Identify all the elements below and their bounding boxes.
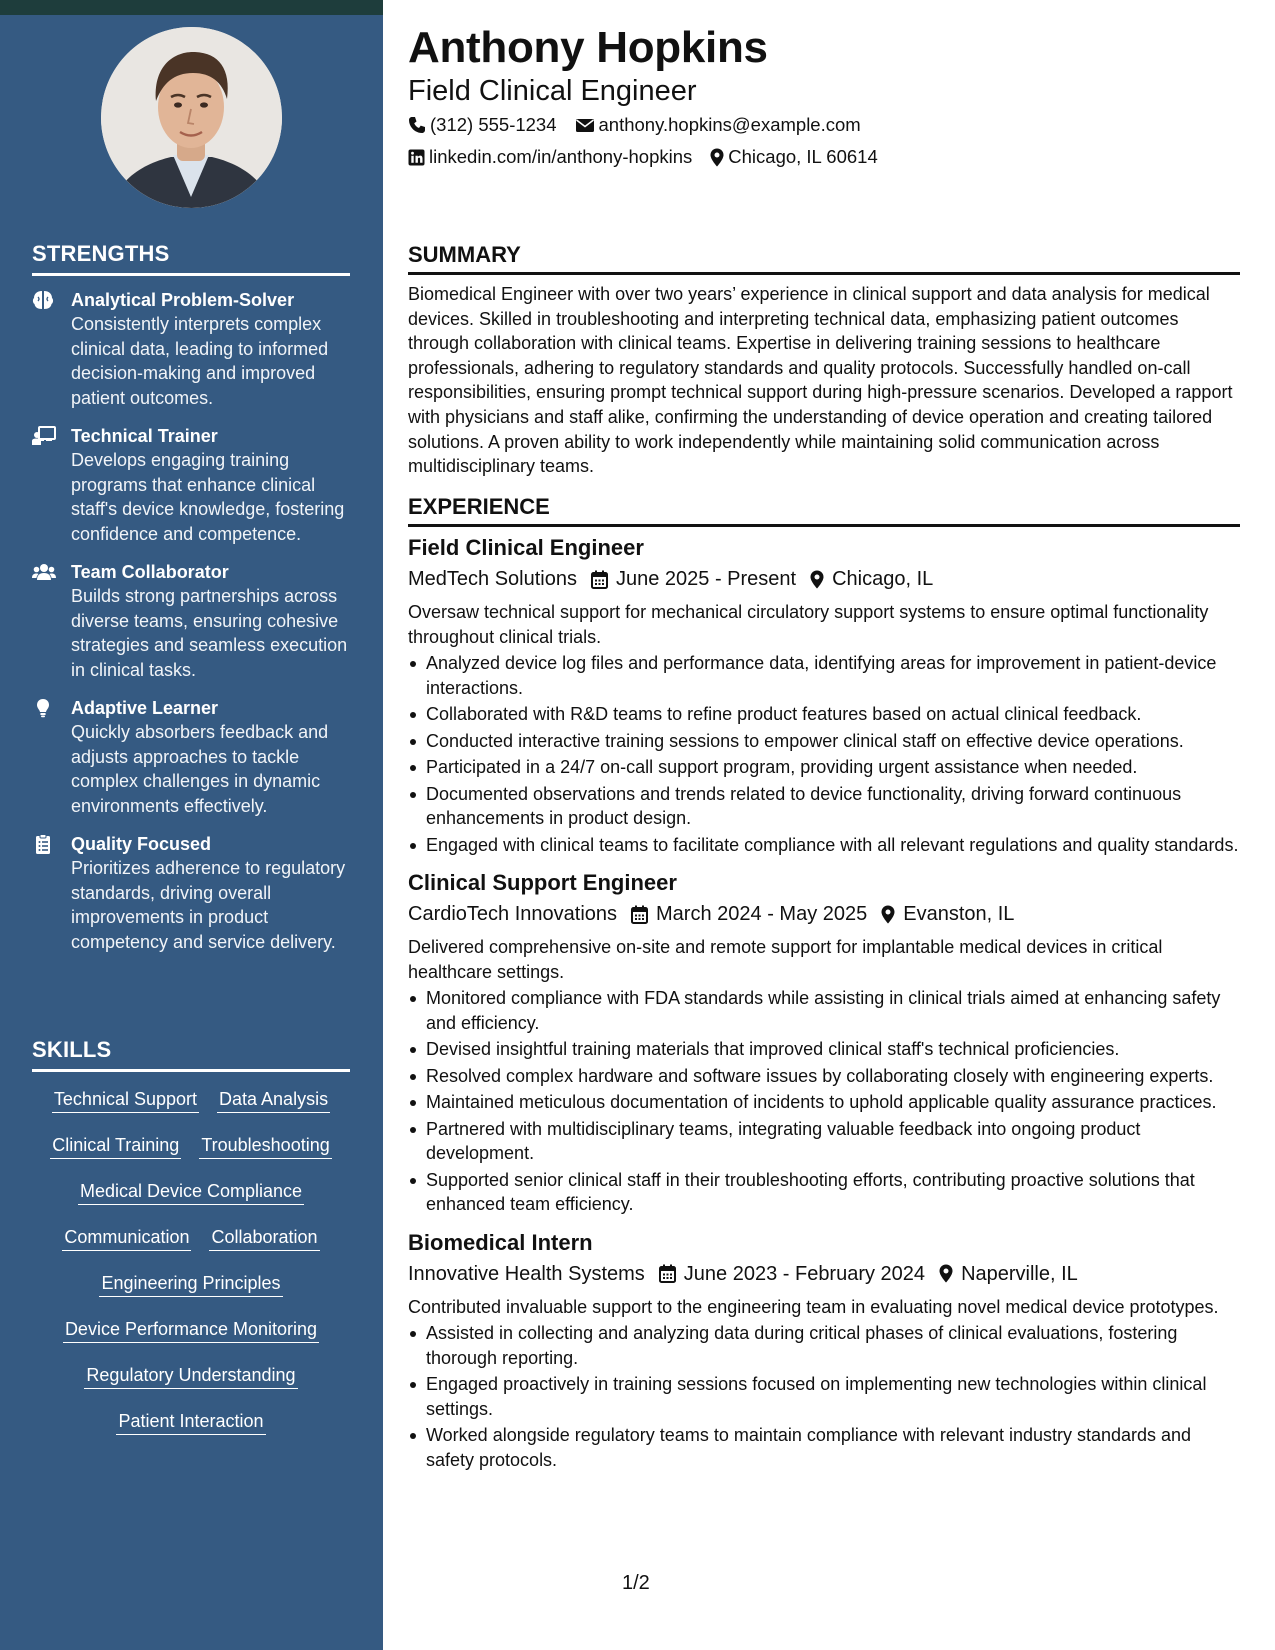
skill-tag: Medical Device Compliance bbox=[78, 1180, 304, 1205]
job-location-text: Evanston, IL bbox=[903, 903, 1015, 925]
job-role: Field Clinical Engineer bbox=[408, 535, 644, 560]
job-location bbox=[810, 566, 933, 592]
job-bullet: Supported senior clinical staff in their troubleshooting efforts, contributing proactive solutions that enhanced team efficiency. bbox=[408, 1168, 1240, 1217]
chalkboard-teacher-icon bbox=[32, 426, 56, 446]
summary-text: Biomedical Engineer with over two years’ experience in clinical support and data analysis for medical devices. Skilled in troubleshooting and interpreting technical data, emphasizing patient outcomes through collaboration with clinical teams. Expertise in delivering training sessions to healthcare professionals, adhering to regulatory standards and quality protocols. Successfully handled on-call responsibilities, ensuring prompt technical support during high-pressure scenarios. Developed a rapport with physicians and staff alike, confirming the understanding of device operation and creating tailored solutions. A proven ability to work independently while maintaining solid communication across multidisciplinary teams. bbox=[408, 284, 1233, 477]
brain-icon bbox=[32, 290, 56, 310]
job-bullet: Worked alongside regulatory teams to maintain compliance with relevant industry standards and safety protocols. bbox=[408, 1423, 1240, 1472]
calendar-icon bbox=[631, 905, 648, 924]
skills-list bbox=[32, 1088, 350, 1435]
job-bullets bbox=[408, 986, 1240, 1217]
strengths-heading: STRENGTHS bbox=[32, 241, 350, 276]
sidebar-top-bar bbox=[0, 0, 383, 15]
strength-description: Consistently interprets complex clinical data, leading to informed decision-making and improved patient outcomes. bbox=[71, 314, 329, 408]
linkedin-url[interactable]: linkedin.com/in/anthony-hopkins bbox=[429, 146, 693, 167]
skill-tag: Regulatory Understanding bbox=[84, 1364, 297, 1389]
lightbulb-icon bbox=[32, 698, 56, 718]
phone-number: (312) 555-1234 bbox=[430, 114, 557, 135]
strength-item bbox=[32, 696, 352, 818]
strength-item bbox=[32, 288, 352, 410]
job-bullet: Devised insightful training materials that improved clinical staff's technical proficiencies. bbox=[408, 1037, 1240, 1062]
strength-title: Team Collaborator bbox=[71, 562, 229, 582]
email-address[interactable]: anthony.hopkins@example.com bbox=[598, 114, 861, 135]
strengths-list bbox=[32, 288, 352, 968]
skill-tag: Data Analysis bbox=[217, 1088, 330, 1113]
candidate-name: Anthony Hopkins bbox=[408, 23, 768, 72]
job-entry bbox=[408, 534, 1240, 857]
job-location bbox=[939, 1261, 1078, 1287]
envelope-icon bbox=[575, 117, 595, 133]
map-pin-icon bbox=[881, 905, 895, 924]
contact-row bbox=[408, 113, 879, 137]
map-pin-icon bbox=[810, 570, 824, 589]
page-number: 1/2 bbox=[622, 1572, 650, 1594]
job-role: Clinical Support Engineer bbox=[408, 870, 677, 895]
job-bullet: Monitored compliance with FDA standards while assisting in clinical trials aimed at enhancing safety and efficiency. bbox=[408, 986, 1240, 1035]
job-entry bbox=[408, 869, 1240, 1217]
summary-heading: SUMMARY bbox=[408, 241, 1240, 275]
skill-tag: Device Performance Monitoring bbox=[63, 1318, 319, 1343]
strength-title: Adaptive Learner bbox=[71, 698, 219, 718]
clipboard-list-icon bbox=[32, 834, 56, 854]
job-dates bbox=[591, 566, 796, 592]
contact-location bbox=[710, 145, 877, 169]
job-role: Biomedical Intern bbox=[408, 1229, 593, 1255]
strength-description: Prioritizes adherence to regulatory standards, driving overall improvements in product competency and service delivery. bbox=[71, 858, 346, 952]
experience-list bbox=[408, 534, 1240, 1484]
skill-tag: Troubleshooting bbox=[199, 1134, 331, 1159]
job-bullets bbox=[408, 1321, 1240, 1472]
phone-icon bbox=[408, 116, 426, 134]
job-bullet: Engaged proactively in training sessions focused on implementing new technologies within clinical settings. bbox=[408, 1372, 1240, 1421]
job-location-text: Chicago, IL bbox=[832, 568, 934, 590]
strength-title: Quality Focused bbox=[71, 834, 212, 854]
skill-tag: Technical Support bbox=[52, 1088, 199, 1113]
job-location bbox=[881, 901, 1014, 927]
job-company: Innovative Health Systems bbox=[408, 1262, 645, 1285]
job-meta bbox=[408, 901, 1240, 927]
job-dates-text: June 2025 - Present bbox=[615, 568, 797, 590]
map-pin-icon bbox=[710, 148, 724, 167]
job-company: MedTech Solutions bbox=[408, 568, 577, 590]
calendar-icon bbox=[659, 1264, 676, 1283]
job-bullet: Engaged with clinical teams to facilitate compliance with all relevant regulations and quality standards. bbox=[408, 833, 1240, 858]
job-dates bbox=[659, 1261, 925, 1287]
skill-tag: Clinical Training bbox=[50, 1134, 181, 1159]
job-dates-text: June 2023 - February 2024 bbox=[683, 1262, 926, 1285]
contact-phone bbox=[408, 113, 557, 137]
contact-row bbox=[408, 145, 896, 169]
job-bullets bbox=[408, 651, 1240, 857]
job-bullet: Resolved complex hardware and software issues by collaborating closely with engineering experts. bbox=[408, 1064, 1240, 1089]
strength-description: Builds strong partnerships across diverse teams, ensuring cohesive strategies and seamless execution in clinical tasks. bbox=[71, 586, 348, 680]
strength-description: Develops engaging training programs that enhance clinical staff's device knowledge, fostering confidence and competence. bbox=[71, 450, 345, 544]
job-entry bbox=[408, 1229, 1240, 1473]
strength-title: Analytical Problem-Solver bbox=[71, 290, 295, 310]
job-bullet: Documented observations and trends related to device functionality, driving forward continuous enhancements in product design. bbox=[408, 782, 1240, 831]
profile-photo bbox=[101, 27, 282, 208]
job-bullet: Maintained meticulous documentation of incidents to uphold applicable quality assurance practices. bbox=[408, 1090, 1240, 1115]
strength-title: Technical Trainer bbox=[71, 426, 218, 446]
skill-tag: Communication bbox=[62, 1226, 191, 1251]
map-pin-icon bbox=[939, 1264, 953, 1283]
job-description: Oversaw technical support for mechanical circulatory support systems to ensure optimal functionality throughout clinical trials. bbox=[408, 602, 1209, 647]
job-bullet: Partnered with multidisciplinary teams, integrating valuable feedback into ongoing product development. bbox=[408, 1117, 1240, 1166]
job-bullet: Conducted interactive training sessions to empower clinical staff on effective device operations. bbox=[408, 729, 1240, 754]
job-meta bbox=[408, 1261, 1240, 1287]
strength-item bbox=[32, 832, 352, 954]
candidate-title: Field Clinical Engineer bbox=[408, 75, 697, 107]
job-dates bbox=[631, 901, 867, 927]
job-company: CardioTech Innovations bbox=[408, 903, 618, 925]
contact-email bbox=[575, 113, 861, 137]
strength-item bbox=[32, 424, 352, 546]
job-bullet: Participated in a 24/7 on-call support program, providing urgent assistance when needed. bbox=[408, 755, 1240, 780]
strength-item bbox=[32, 560, 352, 682]
sidebar bbox=[0, 0, 383, 1650]
job-meta bbox=[408, 566, 1240, 592]
skill-tag: Patient Interaction bbox=[116, 1410, 265, 1435]
users-icon bbox=[32, 562, 56, 582]
job-bullet: Assisted in collecting and analyzing data during critical phases of clinical evaluations, fostering thorough reporting. bbox=[408, 1321, 1240, 1370]
skill-tag: Collaboration bbox=[209, 1226, 319, 1251]
experience-heading: EXPERIENCE bbox=[408, 493, 1240, 527]
strength-description: Quickly absorbers feedback and adjusts approaches to tackle complex challenges in dynamic environments effectively. bbox=[71, 722, 329, 816]
contact-linkedin bbox=[408, 145, 692, 169]
linkedin-icon bbox=[408, 149, 425, 166]
skill-tag: Engineering Principles bbox=[99, 1272, 282, 1297]
location-text: Chicago, IL 60614 bbox=[728, 146, 878, 167]
job-dates-text: March 2024 - May 2025 bbox=[656, 903, 868, 925]
job-bullet: Analyzed device log files and performance data, identifying areas for improvement in patient-device interactions. bbox=[408, 651, 1240, 700]
calendar-icon bbox=[591, 570, 608, 589]
job-description: Delivered comprehensive on-site and remote support for implantable medical devices in critical healthcare settings. bbox=[408, 937, 1163, 982]
job-bullet: Collaborated with R&D teams to refine product features based on actual clinical feedback. bbox=[408, 702, 1240, 727]
job-location-text: Naperville, IL bbox=[961, 1262, 1078, 1285]
skills-heading: SKILLS bbox=[32, 1037, 350, 1072]
job-description: Contributed invaluable support to the engineering team in evaluating novel medical device prototypes. bbox=[408, 1296, 1219, 1317]
